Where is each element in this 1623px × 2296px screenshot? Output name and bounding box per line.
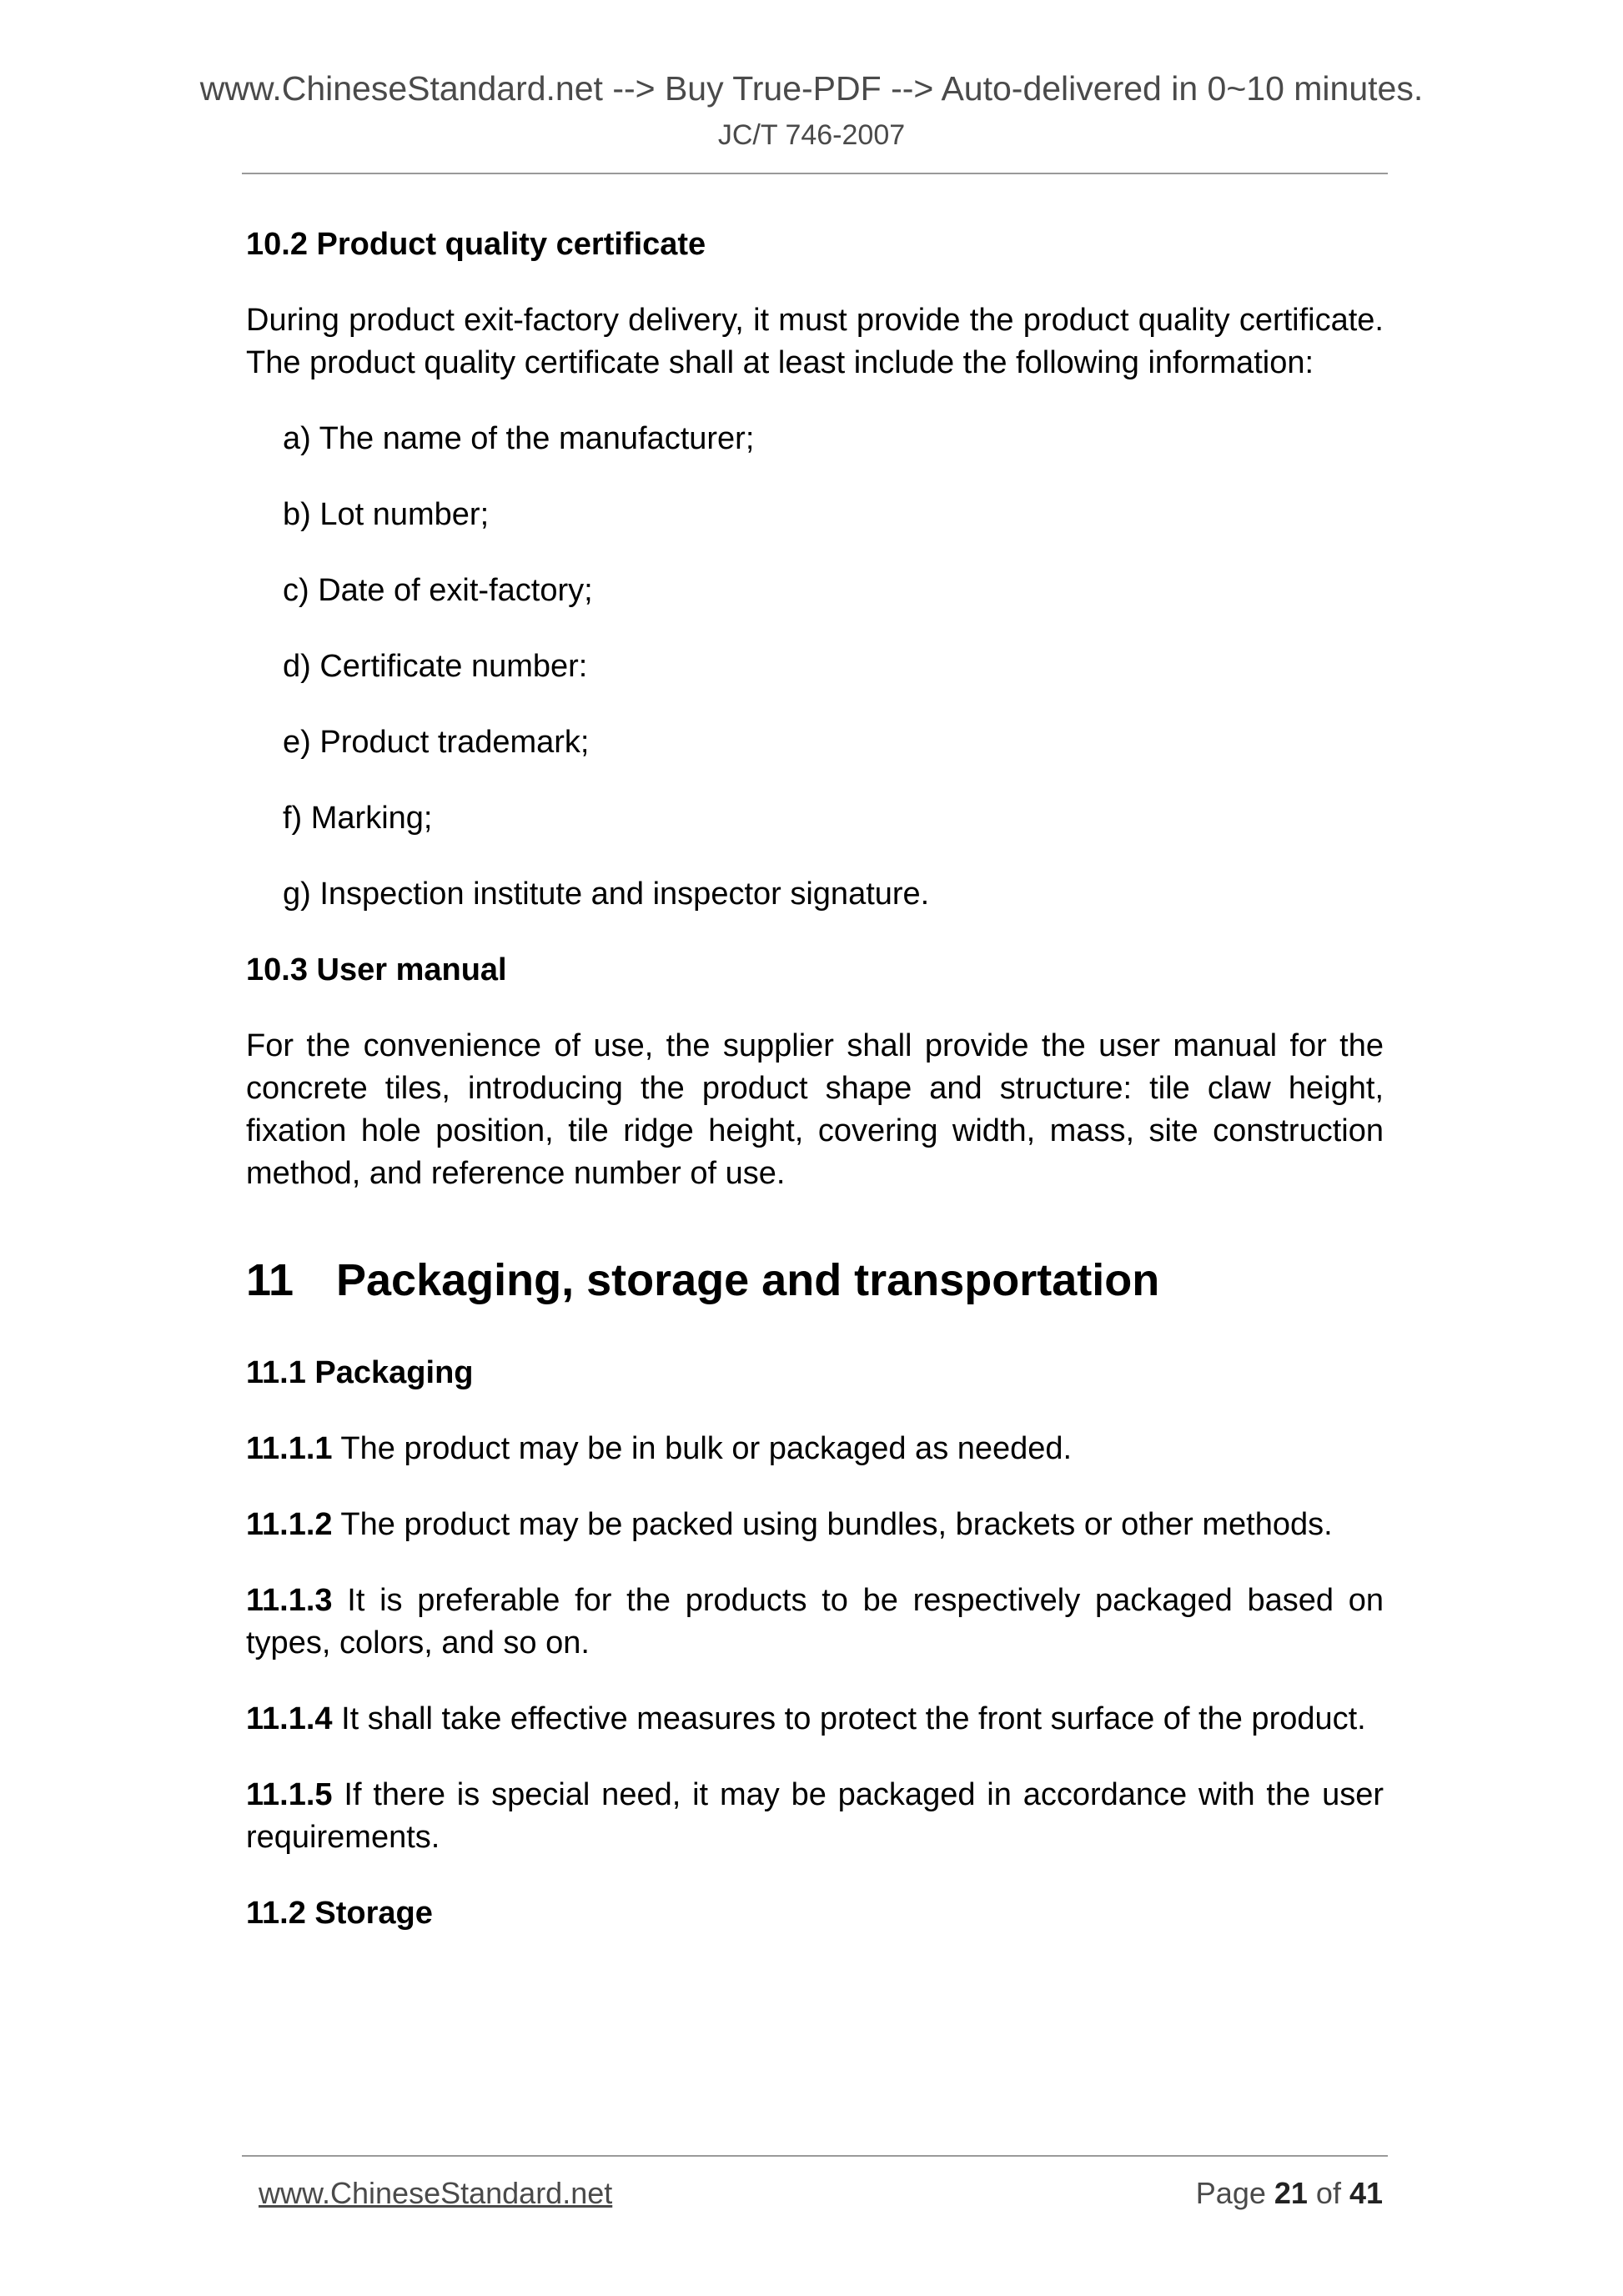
clause-11-1-4 [246,1698,1384,1741]
clause-text: The product may be packed using bundles, brackets or other methods. [332,1507,1333,1542]
chapter-11-heading [246,1254,1384,1307]
section-10-2-heading: 10.2 Product quality certificate [246,227,706,262]
list-item: f) Marking; [283,801,433,836]
header-banner: www.ChineseStandard.net --> Buy True-PDF --> Auto-delivered in 0~10 minutes. [199,69,1424,108]
clause-number: 11.1.2 [246,1507,333,1542]
section-11-1-heading: 11.1 Packaging [246,1355,474,1390]
list-item: c) Date of exit-factory; [283,573,593,608]
header-divider [242,173,1388,174]
page-indicator [1196,2173,1383,2213]
clause-11-1-3 [246,1580,1384,1665]
list-item: d) Certificate number: [283,649,588,684]
chapter-number: 11 [246,1255,294,1305]
footer-divider [242,2155,1388,2157]
clause-number: 11.1.1 [246,1431,333,1466]
section-10-3-heading: 10.3 User manual [246,952,507,987]
list-item: a) The name of the manufacturer; [283,421,755,456]
total-pages: 41 [1349,2176,1383,2210]
current-page: 21 [1274,2176,1308,2210]
chapter-title: Packaging, storage and transportation [336,1255,1160,1305]
page-of-label: of [1307,2176,1349,2210]
footer-website-link[interactable]: www.ChineseStandard.net [259,2176,613,2210]
clause-number: 11.1.3 [246,1583,333,1618]
clause-number: 11.1.5 [246,1777,333,1812]
clause-number: 11.1.4 [246,1701,333,1736]
clause-11-1-2 [246,1504,1384,1546]
list-item: g) Inspection institute and inspector signature. [283,877,930,912]
page-content [246,224,1384,1968]
clause-text: If there is special need, it may be packaged in accordance with the user requirements. [246,1777,1384,1855]
list-item: e) Product trademark; [283,725,590,760]
list-item: b) Lot number; [283,497,490,532]
clause-text: It shall take effective measures to protect the front surface of the product. [332,1701,1366,1736]
section-10-3-text: For the convenience of use, the supplier shall provide the user manual for the concrete tiles, introducing the product shape and structure: tile claw height, fixation hole position, tile ridge height, covering width, mass, site construction method, and reference number of use. [246,1028,1384,1191]
clause-text: It is preferable for the products to be respectively packaged based on types, colors, and so on. [246,1583,1384,1660]
clause-text: The product may be in bulk or packaged as needed. [332,1431,1073,1466]
standard-number: JC/T 746-2007 [717,119,906,151]
section-10-2-intro: During product exit-factory delivery, it must provide the product quality certificate. The product quality certificate shall at least include the following information: [246,303,1384,380]
clause-11-1-1 [246,1428,1384,1470]
section-11-2-heading: 11.2 Storage [246,1896,433,1931]
page-label: Page [1195,2176,1274,2210]
clause-11-1-5 [246,1774,1384,1859]
